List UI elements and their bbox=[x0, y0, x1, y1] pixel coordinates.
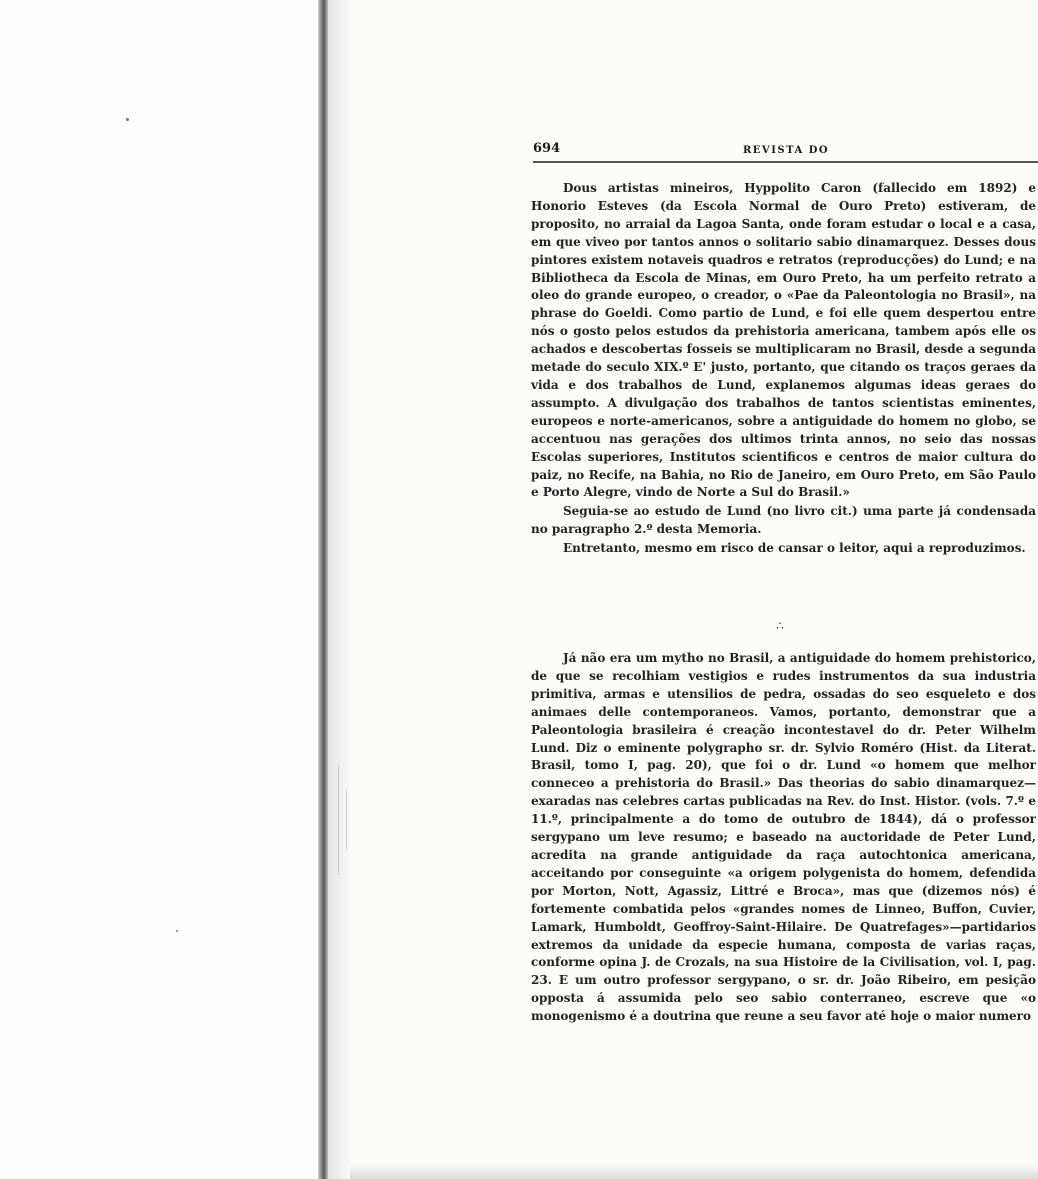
paper-speck bbox=[176, 930, 178, 932]
paper-speck bbox=[126, 118, 129, 121]
gutter-shadow bbox=[328, 0, 350, 1179]
running-title: REVISTA DO bbox=[743, 145, 830, 156]
margin-marks bbox=[338, 765, 345, 875]
book-gutter bbox=[318, 0, 328, 1179]
page-header bbox=[533, 141, 1038, 161]
section-separator: ∴ bbox=[776, 619, 784, 633]
paragraph: Seguia-se ao estudo de Lund (no livro cit.) uma parte já condensada no paragrapho 2.º desta Memoria. bbox=[531, 504, 1036, 537]
page-number: 694 bbox=[533, 141, 561, 156]
paragraph: Dous artistas mineiros, Hyppolito Caron (fallecido em 1892) e Honorio Esteves (da Escola Normal de Ouro Preto) estiveram, de proposito, no arraial da Lagoa Santa, onde foram estudar o local e a casa, em que viveo por tantos annos o solitario sabio dinamarquez. Desses dous pintores existem notaveis quadros e retratos (reproducções) do Lund; e na Bibliotheca da Escola de Minas, em Ouro Preto, ha um perfeito retrato a oleo do grande europeo, o creador, o «Pae da Paleontologia no Brasil», na phrase do Goeldi. Como partio de Lund, e foi elle quem despertou entre nós o gosto pelos estudos da prehistoria americana, tambem após elle os achados e descobertas fosseis se multiplicaram no Brasil, desde a segunda metade do seculo XIX.º E' justo, portanto, que citando os traços geraes da vida e dos trabalhos de Lund, explanemos algumas ideas geraes do assumpto. A divulgação dos trabalhos de tantos scientistas eminentes, europeos e norte-americanos, sobre a antiguidade do homem no globo, se accentuou nas gerações dos ultimos trinta annos, no seio das nossas Escolas superiores, Institutos scientificos e centros de maior cultura do paiz, no Recife, na Bahia, no Rio de Janeiro, em Ouro Preto, em São Paulo e Porto Alegre, vindo de Norte a Sul do Brasil.» bbox=[531, 181, 1036, 500]
paragraph: Já não era um mytho no Brasil, a antiguidade do homem prehistorico, de que se recolhiam vestigios e rudes instrumentos da sua industria primitiva, armas e utensilios de pedra, ossadas do seo esqueleto e dos animaes delle contemporaneos. Vamos, portanto, demonstrar que a Paleontologia brasileira é creação incontestavel do dr. Peter Wilhelm Lund. Diz o eminente polygrapho sr. dr. Sylvio Roméro (Hist. da Literat. Brasil, tomo I, pag. 20), que foi o dr. Lund «o homem que melhor conneceo a prehistoria do Brasil.» Das theorias do sabio dinamarquez—exaradas nas celebres cartas publicadas na Rev. do Inst. Histor. (vols. 7.º e 11.º, principalmente a do tomo de outubro de 1844), dá o professor sergypano um leve resumo; e baseado na auctoridade de Peter Lund, acredita na grande antiguidade da raça autochtonica americana, acceitando por conseguinte «a origem polygenista do homem, defendida por Morton, Nott, Agassiz, Littré e Broca», mas que (dizemos nós) é fortemente combatida pelos «grandes nomes de Linneo, Buffon, Cuvier, Lamark, Humboldt, Geoffroy-Saint-Hilaire. De Quatrefages»—partidarios extremos da unidade da especie humana, composta de varias raças, conforme opina J. de Crozals, na sua Histoire de la Civilisation, vol. I, pag. 23. E um outro professor sergypano, o sr. dr. João Ribeiro, em pesição opposta á assumida pelo seo sabio conterraneo, escreve que «o monogenismo é a doutrina que reune a seu favor até hoje o maior numero bbox=[531, 651, 1036, 1024]
header-rule bbox=[533, 161, 1038, 163]
blank-facing-page bbox=[0, 0, 322, 1179]
page-bottom-edge bbox=[350, 1164, 1038, 1179]
body-text-bottom bbox=[531, 650, 1036, 1026]
body-text-top bbox=[531, 180, 1036, 558]
paragraph: Entretanto, mesmo em risco de cansar o leitor, aqui a reproduzimos. bbox=[563, 541, 1026, 556]
